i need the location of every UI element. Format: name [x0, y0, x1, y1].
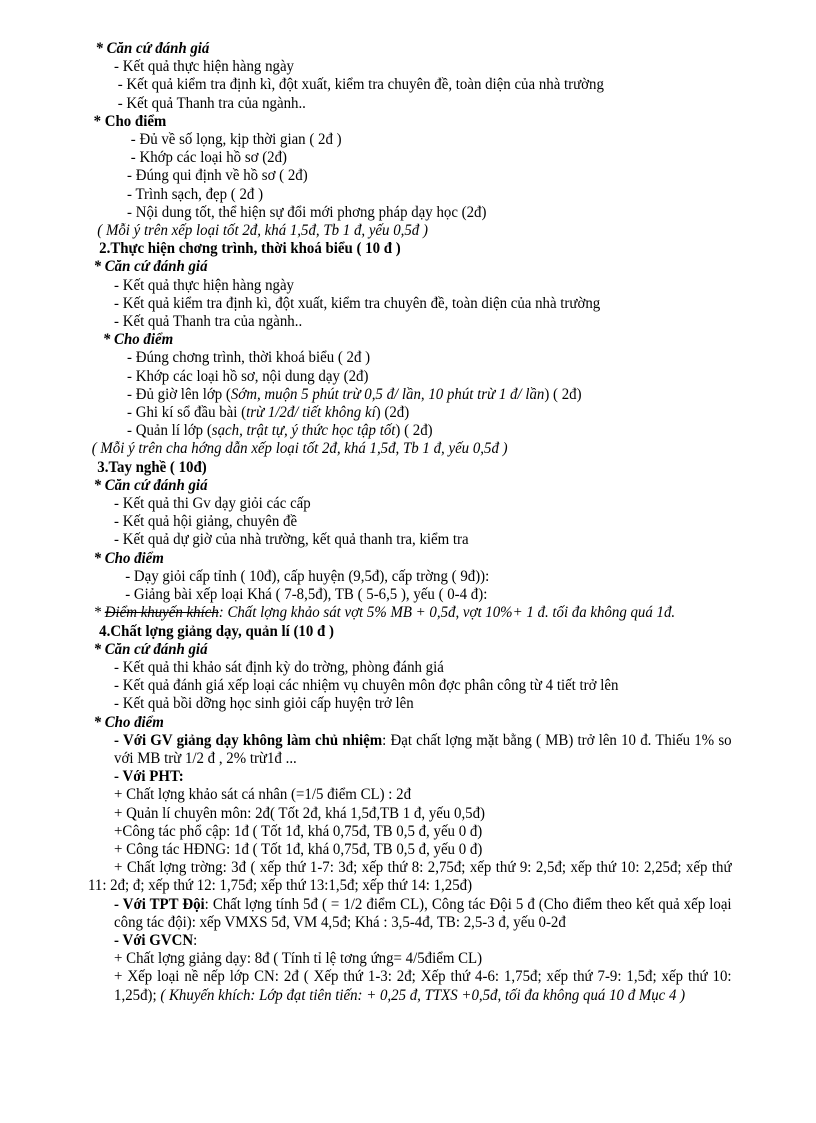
list-item: - Kết quả kiểm tra định kì, đột xuất, kiểm tra chuyên đề, toàn diện của nhà trường: [117, 76, 604, 94]
paragraph-school-quality: + Chất lợng trờng: 3đ ( xếp thứ 1-7: 3đ; xếp thứ 8: 2,75đ; xếp thứ 9: 2,5đ; xếp thứ 10: 2,25đ; xếp thứ 11: 2đ; đ; xếp thứ 12: 1,75đ; xếp thứ 13:1,5đ; xếp thứ 14: 1,25đ): [88, 859, 732, 895]
rating-note: ( Mỗi ý trên cha hớng dẫn xếp loại tốt 2đ, khá 1,5đ, Tb 1 đ, yếu 0,5đ ): [91, 440, 508, 458]
list-item: - Kết quả thực hiện hàng ngày: [114, 58, 294, 76]
list-item: - Khớp các loại hồ sơ, nội dung dạy (2đ): [127, 367, 369, 385]
heading-evaluation-basis: * Căn cứ đánh giá: [93, 258, 208, 276]
list-item: - Kết quả Thanh tra của ngành..: [117, 94, 306, 112]
list-item: - Khớp các loại hồ sơ (2đ): [130, 149, 288, 167]
list-item-text: - Ghi kí sổ đầu bài (: [127, 404, 247, 422]
document-body: [88, 40, 732, 1005]
paragraph-note: ( Khuyến khích: Lớp đạt tiên tiến: + 0,25 đ, TTXS +0,5đ, tối đa không quá 10 đ Mục 4 ): [160, 986, 686, 1004]
list-item: - Kết quả thi Gv dạy giỏi các cấp: [114, 495, 311, 513]
subheading-label: - Với GVCN: [114, 931, 194, 949]
heading-scoring: * Cho điểm: [93, 713, 164, 731]
list-item: - Kết quả Thanh tra của ngành..: [114, 313, 303, 331]
list-item: [127, 404, 732, 422]
list-item: - Kết quả hội giảng, chuyên đề: [114, 513, 298, 531]
section-heading-3: 3.Tay nghề ( 10đ): [97, 458, 207, 476]
list-item-score: ) ( 2đ): [395, 422, 433, 440]
paragraph-label: - Với GV giảng dạy không làm chủ nhiệm: [114, 731, 383, 749]
subheading-colon: :: [193, 931, 198, 949]
paragraph-text: : Chất lợng tính 5đ ( = 1/2 điểm CL), Công tác Đội 5 đ (Cho điểm theo kết quả xếp loại công tác đội): xếp VMXS 5đ, VM 4,5đ; Khá : 3,5-4đ, TB: 2,5-3 đ, yếu 0-2đ: [114, 895, 732, 931]
list-item: +Công tác phổ cập: 1đ ( Tốt 1đ, khá 0,75đ, TB 0,5 đ, yếu 0 đ): [114, 822, 483, 840]
heading-scoring: * Cho điểm: [93, 112, 167, 130]
list-item: - Trình sạch, đẹp ( 2đ ): [127, 185, 264, 203]
subheading-pht: - Với PHT:: [114, 768, 184, 786]
heading-scoring: * Cho điểm: [93, 549, 164, 567]
list-item-note: Sớm, muộn 5 phút trừ 0,5 đ/ lần, 10 phút trừ 1 đ/ lần: [230, 385, 545, 403]
list-item: - Dạy giỏi cấp tỉnh ( 10đ), cấp huyện (9,5đ), cấp trờng ( 9đ)):: [125, 567, 490, 585]
bonus-label: Điểm khuyến khích: [104, 604, 219, 622]
bonus-star: *: [93, 604, 105, 622]
rating-note: ( Mỗi ý trên xếp loại tốt 2đ, khá 1,5đ, Tb 1 đ, yếu 0,5đ ): [97, 222, 428, 240]
list-item: - Kết quả dự giờ của nhà trường, kết quả thanh tra, kiểm tra: [114, 531, 469, 549]
paragraph-label: - Với TPT Đội: [114, 895, 205, 913]
list-item: - Kết quả kiểm tra định kì, đột xuất, kiểm tra chuyên đề, toàn diện của nhà trường: [114, 294, 601, 312]
list-item: - Kết quả bồi dỡng học sinh giỏi cấp huyện trở lên: [114, 695, 414, 713]
list-item-score: ) ( 2đ): [544, 385, 582, 403]
paragraph-text: : Đạt chất lợng mặt bằng ( MB) trở lên 10 đ. Thiếu 1% so với MB trừ 1/2 đ , 2% trừ1đ ...: [114, 731, 732, 767]
paragraph-gv: [114, 732, 732, 768]
list-item: - Giảng bài xếp loại Khá ( 7-8,5đ), TB ( 5-6,5 ), yếu ( 0-4 đ):: [125, 586, 488, 604]
section-heading-4: 4.Chất lợng giảng dạy, quản lí (10 đ ): [99, 622, 334, 640]
list-item: - Nội dung tốt, thể hiện sự đổi mới phơng pháp dạy học (2đ): [127, 203, 487, 221]
list-item-text: - Quản lí lớp (: [127, 422, 212, 440]
list-item: - Kết quả thi khảo sát định kỳ do trờng, phòng đánh giá: [114, 658, 444, 676]
section-heading-2: 2.Thực hiện chơng trình, thời khoá biểu ( 10 đ ): [99, 240, 401, 258]
list-item-note: trừ 1/2đ/ tiết không kí: [246, 404, 376, 422]
list-item-score: ) (2đ): [375, 404, 410, 422]
list-item-note: sạch, trật tự, ý thức học tập tốt: [211, 422, 396, 440]
heading-evaluation-basis: * Căn cứ đánh giá: [93, 476, 208, 494]
bonus-text: : Chất lợng khảo sát vợt 5% MB + 0,5đ, vợt 10%+ 1 đ. tối đa không quá 1đ.: [218, 604, 676, 622]
list-item-text: - Đủ giờ lên lớp (: [127, 385, 231, 403]
subheading-gvcn: [114, 932, 732, 950]
list-item: + Công tác HĐNG: 1đ ( Tốt 1đ, khá 0,75đ, TB 0,5 đ, yếu 0 đ): [114, 840, 483, 858]
paragraph-text: + Xếp loại nề nếp lớp CN: 2đ ( Xếp thứ 1-3: 2đ; Xếp thứ 4-6: 1,75đ; xếp thứ 7-9: 1,5đ; xếp thứ 10: 1,25đ);: [114, 968, 732, 1004]
paragraph-tpt: [114, 896, 732, 932]
list-item: - Đúng chơng trình, thời khoá biểu ( 2đ ): [127, 349, 371, 367]
list-item: - Đúng qui định về hồ sơ ( 2đ): [127, 167, 308, 185]
list-item: [127, 422, 732, 440]
heading-evaluation-basis: * Căn cứ đánh giá: [95, 40, 210, 57]
list-item: - Kết quả đánh giá xếp loại các nhiệm vụ chuyên môn đợc phân công từ 4 tiết trở lên: [114, 677, 619, 695]
list-item: + Quản lí chuyên môn: 2đ( Tốt 2đ, khá 1,5đ,TB 1 đ, yếu 0,5đ): [114, 804, 486, 822]
list-item: - Kết quả thực hiện hàng ngày: [114, 276, 294, 294]
list-item: [127, 386, 732, 404]
paragraph-class-discipline: [114, 968, 732, 1004]
bonus-note: [94, 604, 732, 622]
list-item: - Đủ về số lọng, kịp thời gian ( 2đ ): [130, 131, 342, 149]
heading-scoring: * Cho điểm: [102, 331, 174, 349]
heading-evaluation-basis: * Căn cứ đánh giá: [93, 640, 208, 658]
list-item: + Chất lợng giảng dạy: 8đ ( Tính tỉ lệ tơng ứng= 4/5điểm CL): [114, 950, 483, 968]
list-item: + Chất lợng khảo sát cá nhân (=1/5 điểm CL) : 2đ: [114, 786, 412, 804]
